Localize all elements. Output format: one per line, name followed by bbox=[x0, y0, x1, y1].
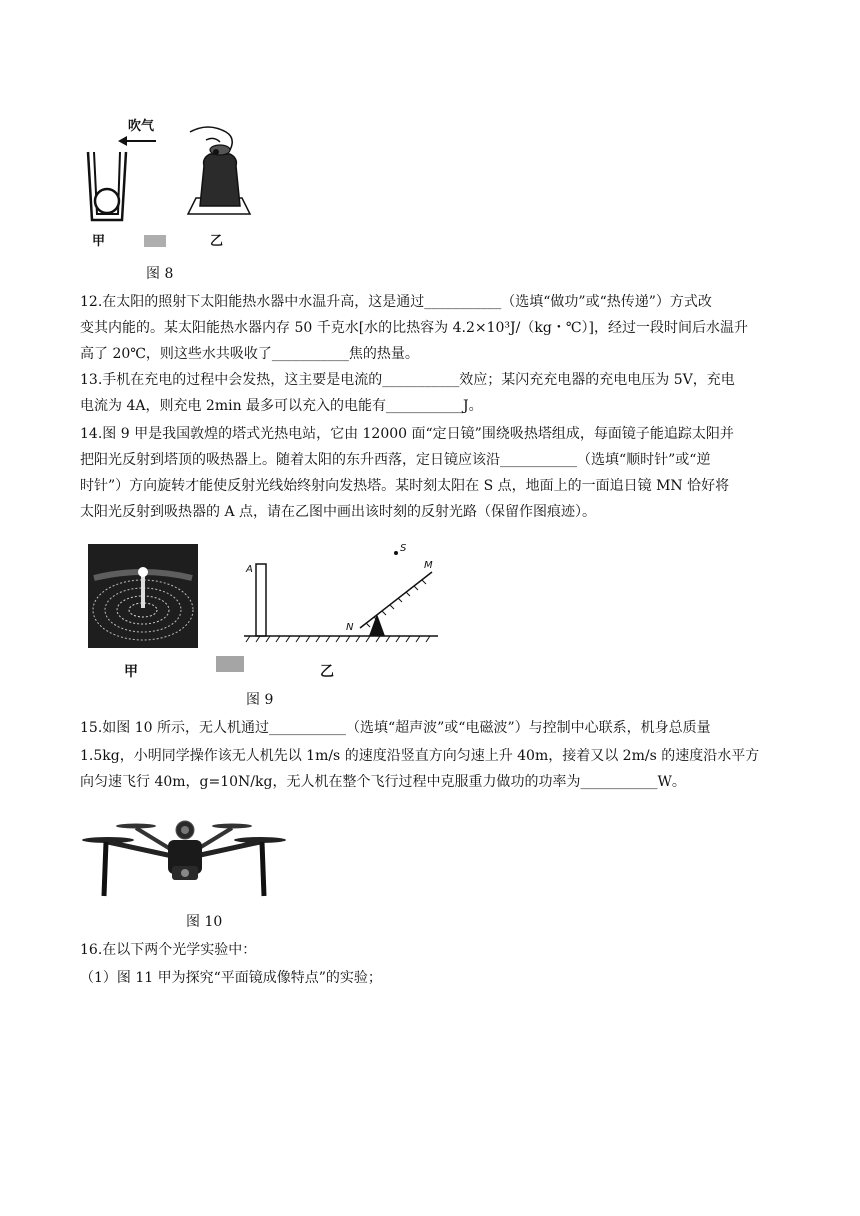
figure-9-caption: 图 9 bbox=[246, 692, 274, 708]
figure-10-caption: 图 10 bbox=[186, 914, 223, 930]
q15-line-1: 15.如图 10 所示，无人机通过___________（选填“超声波”或“电磁波”）与控制中心联系，机身总质量 bbox=[80, 720, 711, 736]
q16-line-2: （1）图 11 甲为探究“平面镜成像特点”的实验； bbox=[80, 970, 382, 986]
figure-8-caption: 图 8 bbox=[146, 266, 174, 282]
q14-line-3: 时针”）方向旋转才能使反射光线始终射向发热塔。某时刻太阳在 S 点，地面上的一面追日镜 MN 恰好将 bbox=[80, 478, 730, 494]
fig8-label-jia: 甲 bbox=[92, 234, 106, 249]
q12-line-1: 12.在太阳的照射下太阳能热水器中水温升高，这是通过___________（选填“做功”或“热传递”）方式改 bbox=[80, 294, 712, 310]
q13-line-2: 电流为 4A，则充电 2min 最多可以充入的电能有___________J。 bbox=[80, 398, 483, 414]
watermark-smudge bbox=[144, 235, 166, 247]
figure-10 bbox=[80, 816, 290, 906]
q12-line-2: 变其内能的。某太阳能热水器内存 50 千克水[水的比热容为 4.2×10³J/（kg・℃）]，经过一段时间后水温升 bbox=[80, 320, 748, 336]
q12-line-3: 高了 20℃，则这些水共吸收了___________焦的热量。 bbox=[80, 346, 419, 362]
figure-8 bbox=[80, 110, 260, 260]
point-N-label: N bbox=[346, 622, 354, 633]
solar-station-photo bbox=[88, 544, 198, 648]
fig8-blow-label: 吹气 bbox=[128, 119, 155, 134]
point-S bbox=[394, 551, 398, 555]
q13-line-1: 13.手机在充电的过程中会发热，这主要是电流的___________效应；某闪充充电器的充电电压为 5V，充电 bbox=[80, 372, 735, 388]
jar-with-hand bbox=[188, 127, 250, 214]
fig9-label-yi: 乙 bbox=[320, 664, 334, 680]
q16-line-1: 16.在以下两个光学实验中： bbox=[80, 942, 257, 958]
q15-line-3: 向匀速飞行 40m，g=10N/kg，无人机在整个飞行过程中克服重力做功的功率为___________W。 bbox=[80, 774, 686, 790]
point-A-label: A bbox=[246, 564, 253, 575]
reflection-diagram bbox=[244, 543, 438, 642]
drone-image bbox=[82, 821, 286, 896]
blow-arrow-icon bbox=[118, 136, 156, 146]
point-S-label: S bbox=[400, 543, 407, 554]
q14-line-1: 14.图 9 甲是我国敦煌的塔式光热电站，它由 12000 面“定日镜”围绕吸热塔组成，每面镜子能追踪太阳并 bbox=[80, 426, 734, 442]
q14-line-2: 把阳光反射到塔顶的吸热器上。随着太阳的东升西落，定日镜应该沿___________（选填“顺时针”或“逆 bbox=[80, 452, 711, 468]
figure-9 bbox=[84, 538, 444, 688]
q14-line-4: 太阳光反射到吸热器的 A 点，请在乙图中画出该时刻的反射光路（保留作图痕迹）。 bbox=[80, 504, 597, 520]
q15-line-2: 1.5kg，小明同学操作该无人机先以 1m/s 的速度沿竖直方向匀速上升 40m，接着又以 2m/s 的速度沿水平方 bbox=[80, 748, 760, 764]
fig8-label-yi: 乙 bbox=[210, 234, 224, 249]
fig9-label-jia: 甲 bbox=[124, 664, 138, 680]
watermark-smudge bbox=[216, 656, 244, 672]
cup-with-ball bbox=[88, 152, 126, 220]
point-M-label: M bbox=[424, 560, 433, 571]
mirror-support bbox=[369, 614, 385, 636]
